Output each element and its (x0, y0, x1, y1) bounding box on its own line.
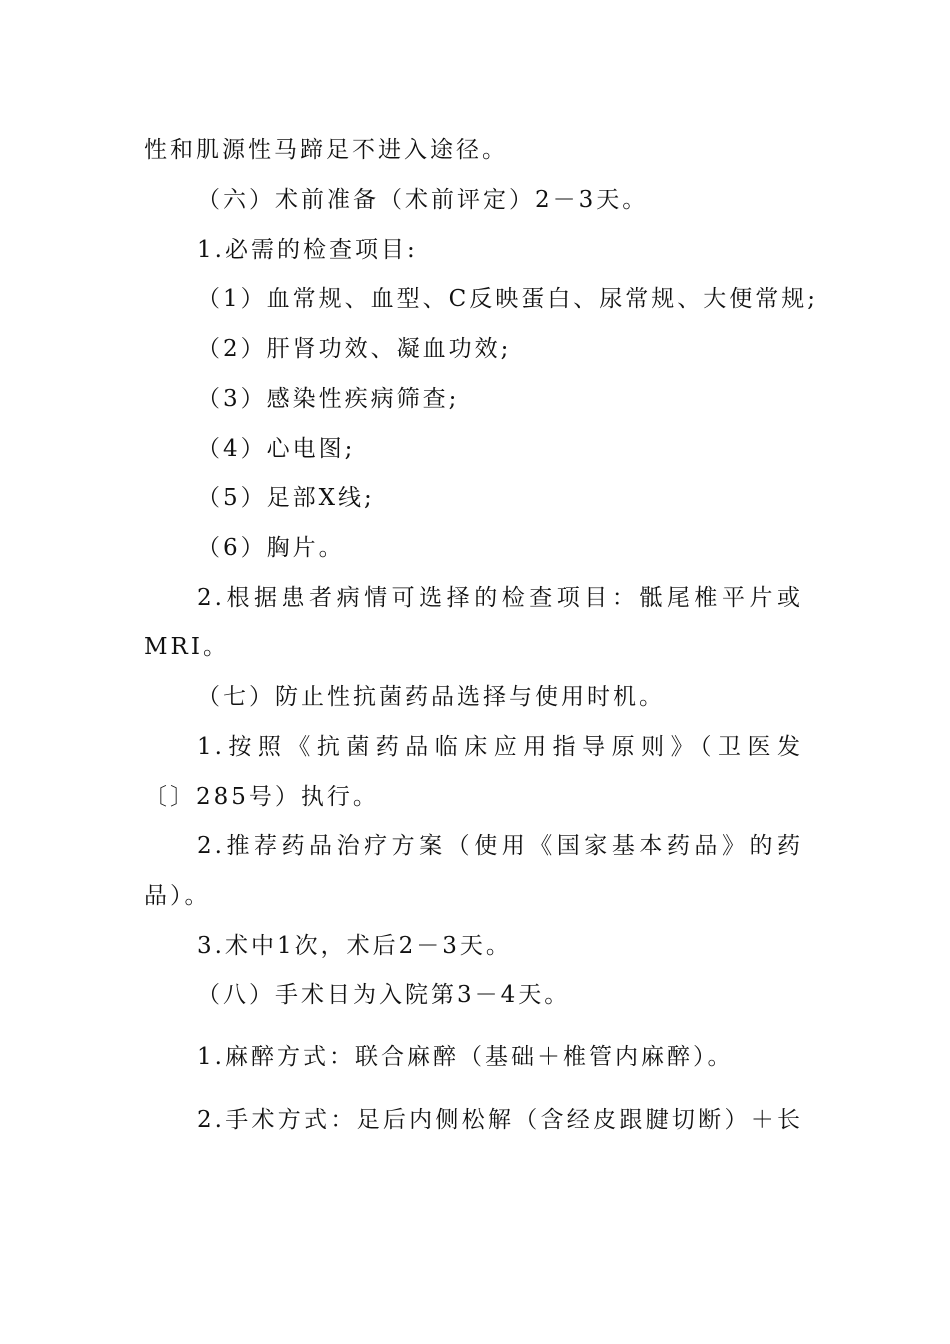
text-line: 3.术中1次，术后2－3天。 (197, 933, 512, 959)
text-line: 品）。 (144, 883, 211, 909)
list-item: （2）肝肾功效、凝血功效; (197, 336, 512, 362)
section-heading-7: （七）防止性抗菌药品选择与使用时机。 (197, 684, 665, 710)
list-item: （1）血常规、血型、C反映蛋白、尿常规、大便常规; (197, 286, 818, 312)
text-line: MRI。 (144, 634, 229, 660)
text-line: 1.必需的检查项目: (197, 237, 418, 263)
text-line: 1.麻醉方式：联合麻醉（基础＋椎管内麻醉）。 (197, 1044, 734, 1070)
text-line: 〔〕285号）执行。 (144, 784, 379, 810)
text-line: 性和肌源性马蹄足不进入途径。 (144, 137, 508, 163)
section-heading-8: （八）手术日为入院第3－4天。 (197, 982, 571, 1008)
text-line: 2.推荐药品治疗方案（使用《国家基本药品》的药 (197, 833, 803, 859)
list-item: （3）感染性疾病筛查; (197, 386, 460, 412)
section-heading-6: （六）术前准备（术前评定）2－3天。 (197, 187, 649, 213)
list-item: （4）心电图; (197, 436, 356, 462)
text-line: 2.根据患者病情可选择的检查项目：骶尾椎平片或 (197, 585, 803, 611)
list-item: （6）胸片。 (197, 535, 345, 561)
text-line: 2.手术方式：足后内侧松解（含经皮跟腱切断）＋长 (197, 1107, 803, 1133)
list-item: （5）足部X线; (197, 485, 375, 511)
text-line: 1.按照《抗菌药品临床应用指导原则》（卫医发 (197, 734, 803, 760)
